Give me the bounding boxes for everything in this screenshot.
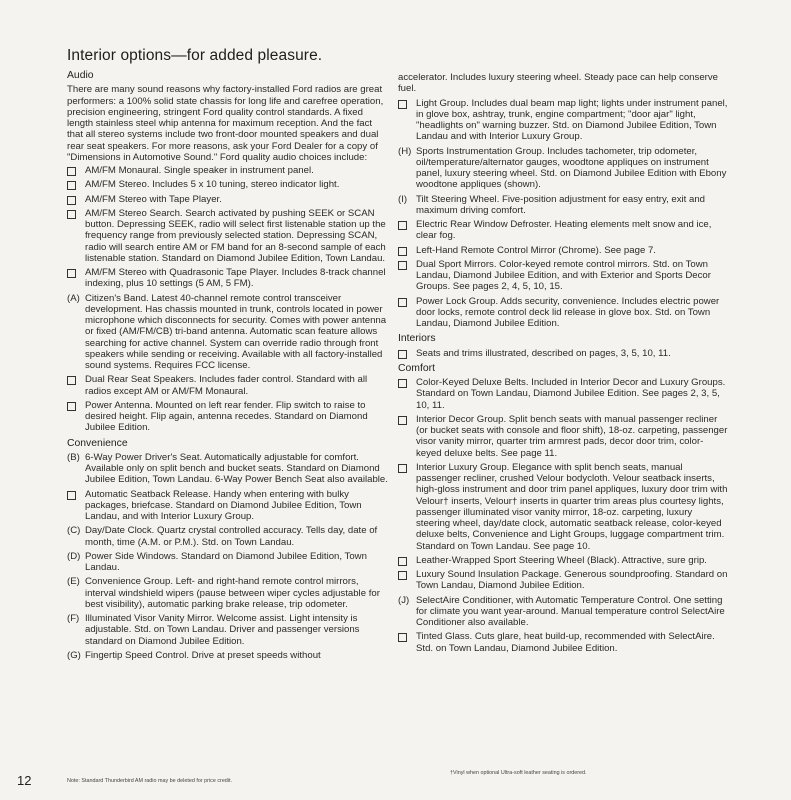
right-column — [398, 72, 728, 657]
audio-list — [67, 165, 389, 434]
list-item — [67, 194, 389, 205]
item-text: AM/FM Stereo with Tape Player. — [85, 193, 222, 205]
item-code: (B) — [67, 451, 80, 463]
list-item — [67, 452, 389, 486]
item-code: (C) — [67, 525, 81, 537]
list-item — [67, 208, 389, 264]
checkbox-square-icon — [398, 261, 407, 270]
checkbox-icon — [398, 348, 414, 362]
page-number: 12 — [17, 773, 32, 788]
item-text: Light Group. Includes dual beam map light; lights under instrument panel, in glove box, ashtray, trunk, engine compartment; "door ajar" light, "headlights on" warning buzzer. Std. on Diamond Jubilee Edition, Town Landau and with Interior Luxury Group. — [416, 97, 728, 143]
left-column — [67, 70, 389, 664]
checkbox-square-icon — [398, 557, 407, 566]
checkbox-square-icon — [398, 633, 407, 642]
item-code: (G) — [67, 649, 81, 661]
list-item — [398, 462, 728, 552]
checkbox-square-icon — [67, 210, 76, 219]
item-text: Convenience Group. Left- and right-hand remote control mirrors, interval windshield wipers (pause between wiper cycles adjustable for best visibility), automatic parking brake release, trip odometer. — [85, 576, 380, 610]
checkbox-square-icon — [398, 298, 407, 307]
item-text: Color-Keyed Deluxe Belts. Included in Interior Decor and Luxury Groups. Standard on Town Landau, Diamond Jubilee Edition. See pages 2, 3, 5, 10, 11. — [416, 377, 726, 411]
item-text: Left-Hand Remote Control Mirror (Chrome). See page 7. — [416, 244, 656, 256]
item-text: Power Lock Group. Adds security, convenience. Includes electric power door locks, remote control deck lid release in glove box. Std. on Town Landau, Diamond Jubilee Edition. — [416, 295, 720, 329]
checkbox-square-icon — [398, 464, 407, 473]
list-item — [398, 245, 728, 256]
checkbox-icon — [67, 194, 83, 208]
checkbox-icon — [398, 462, 414, 476]
checkbox-square-icon — [67, 269, 76, 278]
item-code: (H) — [398, 145, 412, 157]
convenience-list-left — [67, 452, 389, 661]
item-code: (A) — [67, 292, 80, 304]
list-item — [398, 146, 728, 191]
list-item — [398, 595, 728, 629]
list-item — [398, 377, 728, 411]
item-text: Dual Sport Mirrors. Color-keyed remote control mirrors. Std. on Town Landau, Diamond Jubilee Edition, and with Exterior and Sports Decor Groups. See pages 2, 4, 5, 10, 15. — [416, 258, 711, 293]
checkbox-icon — [67, 489, 83, 503]
item-text: 6-Way Power Driver's Seat. Automatically adjustable for comfort. Available only on split bench and bucket seats. Standard on Diamond Jubilee Edition, Town Landau. 6-Way Power Bench Seat also available. — [85, 451, 388, 486]
checkbox-icon — [398, 377, 414, 391]
item-text: Day/Date Clock. Quartz crystal controlled accuracy. Tells day, date of month, time (A.M. or P.M.). Std. on Town Landau. — [85, 525, 378, 548]
list-item — [398, 98, 728, 143]
item-text: Dual Rear Seat Speakers. Includes fader control. Standard with all radios except AM or AM/FM Monaural. — [85, 374, 368, 397]
item-text: Leather-Wrapped Sport Steering Wheel (Black). Attractive, sure grip. — [416, 554, 707, 566]
item-text: Tinted Glass. Cuts glare, heat build-up, recommended with SelectAire. Std. on Town Landau, Diamond Jubilee Edition. — [416, 631, 715, 654]
vinyl-footnote: †Vinyl when optional Ultra-soft leather seating is ordered. — [450, 770, 587, 776]
checkbox-icon — [67, 374, 83, 388]
checkbox-square-icon — [67, 402, 76, 411]
list-item — [67, 489, 389, 523]
item-text: Illuminated Visor Vanity Mirror. Welcome assist. Light intensity is adjustable. Std. on Town Landau. Driver and passenger versions standard on Diamond Jubilee Edition. — [85, 613, 360, 647]
continued-text: accelerator. Includes luxury steering wheel. Steady pace can help conserve fuel. — [398, 72, 718, 95]
list-item — [67, 400, 389, 434]
checkbox-icon — [398, 555, 414, 569]
item-text: Fingertip Speed Control. Drive at preset speeds without — [85, 649, 321, 661]
list-item — [398, 631, 728, 654]
item-code: (I) — [398, 193, 408, 205]
checkbox-icon — [398, 245, 414, 259]
list-item — [398, 348, 728, 359]
checkbox-icon — [398, 259, 414, 273]
page-title: Interior options—for added pleasure. — [67, 47, 323, 64]
list-item — [67, 374, 389, 397]
checkbox-icon — [398, 98, 414, 112]
list-item — [67, 576, 389, 610]
list-item — [398, 219, 728, 242]
item-code: (D) — [67, 550, 81, 562]
item-text: Luxury Sound Insulation Package. Generous soundproofing. Standard on Town Landau, Diamond Jubilee Edition. — [416, 569, 728, 592]
checkbox-icon — [398, 631, 414, 645]
item-text: SelectAire Conditioner, with Automatic Temperature Control. One setting for climate you want year-around. Manual temperature control SelectAire Conditioner also available. — [416, 594, 725, 628]
item-text: AM/FM Stereo with Quadrasonic Tape Player. Includes 8-track channel indexing, plus 10 settings (5 AM, 5 FM). — [85, 267, 386, 290]
convenience-list-right — [398, 98, 728, 330]
checkbox-square-icon — [398, 221, 407, 230]
checkbox-square-icon — [398, 379, 407, 388]
list-item — [67, 293, 389, 372]
checkbox-icon — [67, 208, 83, 222]
list-item — [398, 194, 728, 217]
list-item — [398, 569, 728, 592]
item-text: Interior Decor Group. Split bench seats with manual passenger recliner (or bucket seats with console and floor shift), 18-oz. carpeting, passenger visor vanity mirror, quarter trim armrest pads, decor door trim, color-keyed deluxe belts. See page 11. — [416, 413, 728, 459]
audio-intro: There are many sound reasons why factory-installed Ford radios are great performers: a 100% solid state chassis for long life and carefree operation, precision engineering, stringent Ford quality control standards. A fixed length stainless steel whip antenna for maximum reception. And the fact that all stereo systems include two front-door mounted speakers and dual rear seat speakers. For more reasons, ask your Ford Dealer for a copy of "Dimensions in Automotive Sound." Ford quality audio choices include: — [67, 84, 384, 163]
convenience-heading: Convenience — [67, 437, 128, 449]
item-text: AM/FM Stereo Search. Search activated by pushing SEEK or SCAN button. Depressing SEEK, radio will select first listenable station up the frequency range from previously selected station. Depressing SCAN, radio will search entire AM or FM band for an 8-second sample of each listenable station. Standard on Diamond Jubilee Edition, Town Landau. — [85, 207, 386, 264]
item-text: Citizen's Band. Latest 40-channel remote control transceiver development. Has chassis mounted in trunk, controls located in power microphone which disconnects for security. Comes with power antenna or fixed (AM/FM/CB) tri-band antenna. Automatic scan feature allows searching for active channel. System can override radio through front speakers while sending or receiving. Available with all factory-installed sound systems. Requires FCC license. — [85, 292, 387, 371]
checkbox-icon — [398, 219, 414, 233]
checkbox-square-icon — [67, 181, 76, 190]
item-code: (J) — [398, 594, 410, 606]
checkbox-square-icon — [67, 196, 76, 205]
checkbox-square-icon — [67, 167, 76, 176]
checkbox-icon — [398, 296, 414, 310]
list-item — [398, 414, 728, 459]
list-item — [67, 267, 389, 290]
checkbox-square-icon — [398, 571, 407, 580]
checkbox-icon — [398, 569, 414, 583]
item-text: Electric Rear Window Defroster. Heating elements melt snow and ice, clear fog. — [416, 219, 712, 242]
radio-footnote: Note: Standard Thunderbird AM radio may be deleted for price credit. — [67, 778, 233, 784]
comfort-list — [398, 377, 728, 654]
item-text: Automatic Seatback Release. Handy when entering with bulky packages, briefcase. Standard on Diamond Jubilee Edition, Town Landau, and with Interior Luxury Group. — [85, 488, 362, 522]
checkbox-square-icon — [67, 491, 76, 500]
list-item — [398, 555, 728, 566]
item-text: Power Antenna. Mounted on left rear fender. Flip switch to raise to desired height. Flip again, antenna recedes. Standard on Diamond Jubilee Edition. — [85, 399, 368, 434]
item-text: Seats and trims illustrated, described on pages, 3, 5, 10, 11. — [416, 347, 671, 359]
checkbox-square-icon — [67, 376, 76, 385]
list-item — [67, 650, 389, 661]
checkbox-icon — [67, 165, 83, 179]
audio-heading: Audio — [67, 70, 94, 81]
checkbox-icon — [67, 267, 83, 281]
list-item — [67, 525, 389, 548]
list-item — [398, 259, 728, 293]
checkbox-icon — [67, 179, 83, 193]
item-text: AM/FM Stereo. Includes 5 x 10 tuning, stereo indicator light. — [85, 179, 340, 191]
interiors-heading: Interiors — [398, 333, 436, 345]
item-text: Sports Instrumentation Group. Includes tachometer, trip odometer, oil/temperature/alternator gauges, woodtone appliques on instrument panel, luxury steering wheel. Std. on Diamond Jubilee Edition with Ebony woodtone appliques (shown). — [416, 145, 727, 191]
checkbox-square-icon — [398, 350, 407, 359]
item-code: (F) — [67, 613, 80, 624]
checkbox-square-icon — [398, 247, 407, 256]
item-text: Interior Luxury Group. Elegance with split bench seats, manual passenger recliner, crushed Velour bodycloth. Velour seatback inserts, high-gloss instrument and door trim panel appliques, luxury door trim with Velour† inserts, Velour† inserts in quarter trim areas plus courtesy lights, passenger illuminated visor vanity mirror, 18-oz. carpeting, luxury steering wheel, day/date clock, automatic seatback release, color-keyed deluxe belts, Convenience and Light Groups, luggage compartment trim. Standard on Town Landau. See page 10. — [416, 461, 728, 552]
item-text: AM/FM Monaural. Single speaker in instrument panel. — [85, 165, 314, 176]
checkbox-icon — [67, 400, 83, 414]
item-text: Power Side Windows. Standard on Diamond Jubilee Edition, Town Landau. — [85, 550, 367, 573]
comfort-heading: Comfort — [398, 362, 435, 374]
checkbox-square-icon — [398, 416, 407, 425]
item-text: Tilt Steering Wheel. Five-position adjustment for easy entry, exit and maximum driving comfort. — [416, 193, 706, 216]
list-item — [398, 296, 728, 330]
item-code: (E) — [67, 576, 80, 588]
interiors-list — [398, 348, 728, 359]
list-item — [67, 613, 389, 647]
checkbox-square-icon — [398, 100, 407, 109]
list-item — [67, 551, 389, 574]
list-item — [67, 179, 389, 190]
list-item — [67, 165, 389, 176]
checkbox-icon — [398, 414, 414, 428]
